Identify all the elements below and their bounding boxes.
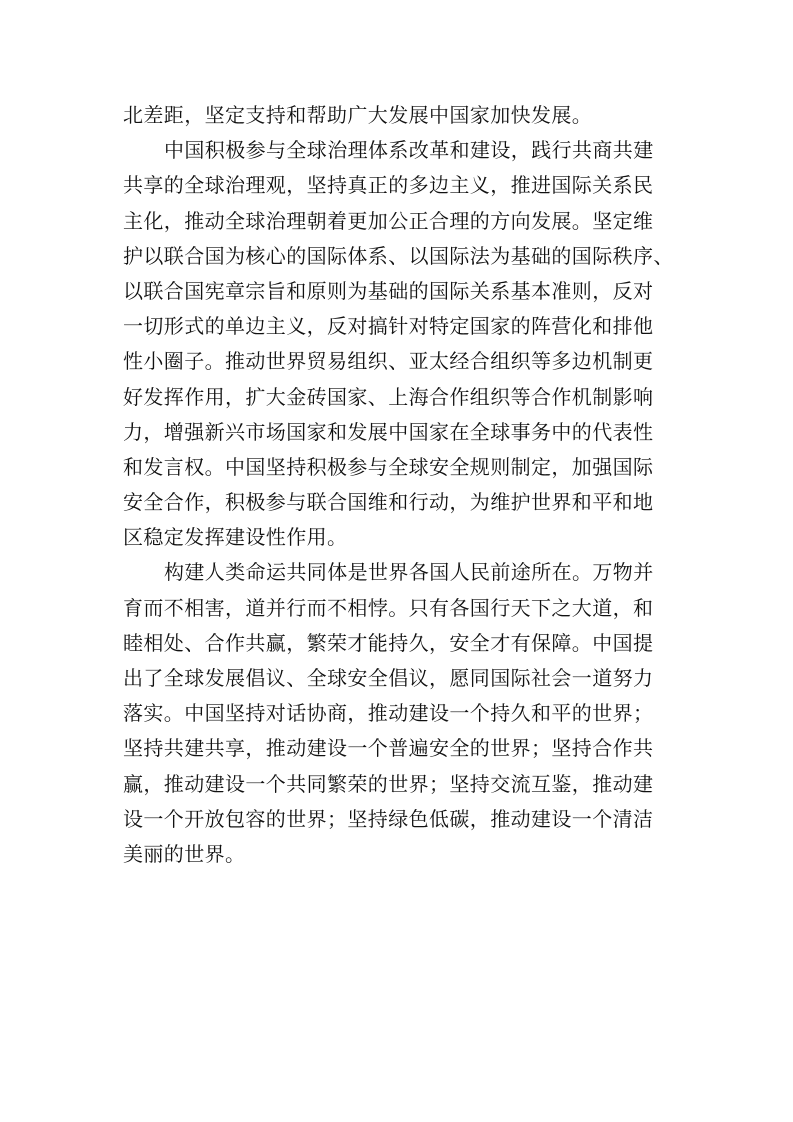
text-line: 安全合作，积极参与联合国维和行动，为维护世界和平和地 [123, 490, 654, 515]
text-line: 主化，推动全球治理朝着更加公正合理的方向发展。坚定维 [123, 208, 654, 233]
text-line: 共享的全球治理观，坚持真正的多边主义，推进国际关系民 [123, 173, 654, 198]
text-line: 中国积极参与全球治理体系改革和建设，践行共商共建 [164, 138, 654, 163]
text-line: 性小圈子。推动世界贸易组织、亚太经合组织等多边机制更 [123, 349, 654, 374]
text-line: 好发挥作用，扩大金砖国家、上海合作组织等合作机制影响 [123, 384, 654, 409]
text-line: 育而不相害，道并行而不相悖。只有各国行天下之大道，和 [123, 595, 654, 620]
document-body [123, 98, 683, 872]
paragraph-2 [123, 133, 683, 555]
text-line: 力，增强新兴市场国家和发展中国家在全球事务中的代表性 [123, 419, 654, 444]
text-line: 北差距，坚定支持和帮助广大发展中国家加快发展。 [123, 103, 593, 127]
text-line: 出了全球发展倡议、全球安全倡议，愿同国际社会一道努力 [123, 666, 654, 690]
text-line: 睦相处、合作共赢，繁荣才能持久，安全才有保障。中国提 [123, 630, 654, 655]
text-line: 构建人类命运共同体是世界各国人民前途所在。万物并 [164, 560, 654, 585]
text-line: 以联合国宪章宗旨和原则为基础的国际关系基本准则，反对 [123, 278, 654, 303]
text-line: 护以联合国为核心的国际体系、以国际法为基础的国际秩序、 [123, 243, 674, 268]
paragraph-1 [123, 98, 683, 133]
text-line: 一切形式的单边主义，反对搞针对特定国家的阵营化和排他 [123, 314, 654, 339]
text-line: 坚持共建共享，推动建设一个普遍安全的世界；坚持合作共 [123, 736, 654, 761]
paragraph-3 [123, 555, 683, 872]
text-line: 和发言权。中国坚持积极参与全球安全规则制定，加强国际 [123, 454, 654, 479]
text-line: 美丽的世界。 [123, 841, 246, 866]
text-line: 落实。中国坚持对话协商，推动建设一个持久和平的世界； [123, 701, 654, 726]
text-line: 赢，推动建设一个共同繁荣的世界；坚持交流互鉴，推动建 [123, 771, 654, 796]
text-line: 区稳定发挥建设性作用。 [123, 525, 348, 550]
text-line: 设一个开放包容的世界；坚持绿色低碳，推动建设一个清洁 [123, 806, 654, 831]
